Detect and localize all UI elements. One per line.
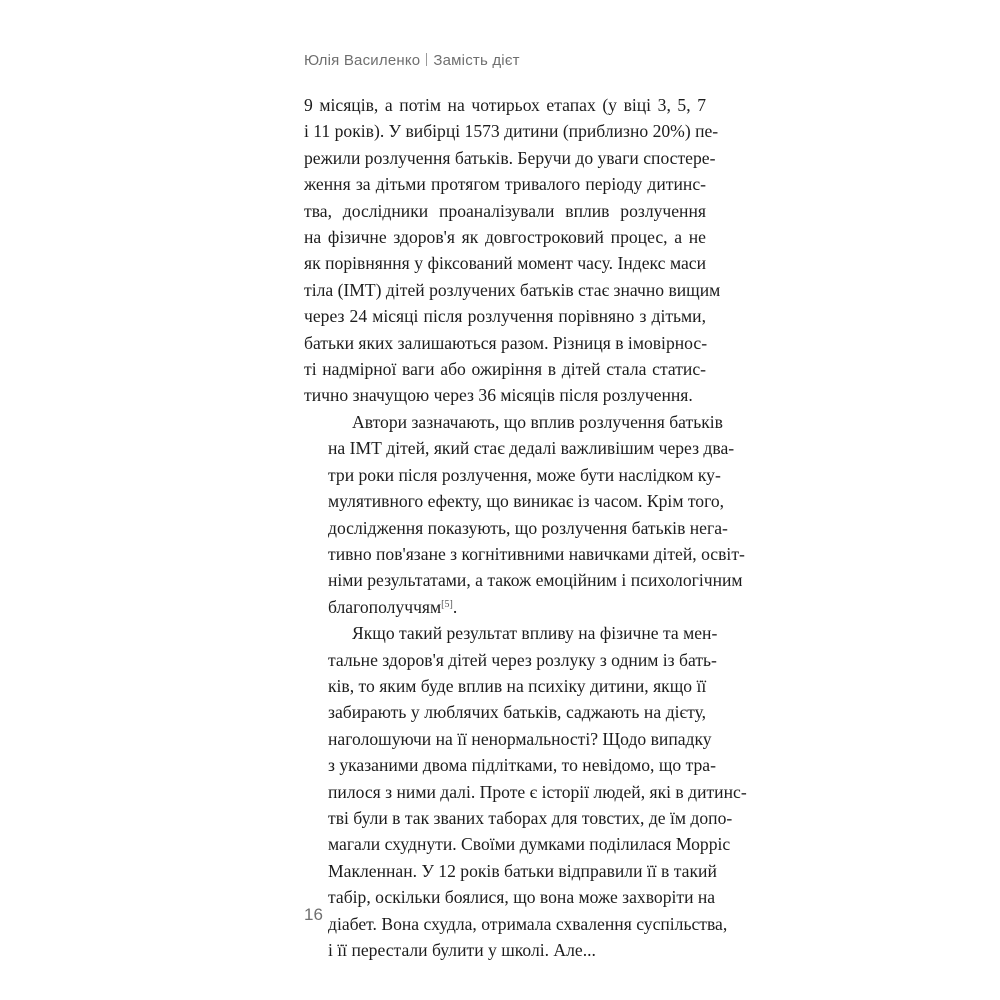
text-line: забирають у люблячих батьків, саджають на дієту, bbox=[328, 702, 706, 723]
text-line: через 24 місяці після розлучення порівняно з дітьми, bbox=[304, 306, 706, 327]
text-line: і 11 років). У вибірці 1573 дитини (приблизно 20%) пе- bbox=[304, 121, 719, 142]
text-line: тіла (ІМТ) дітей розлучених батьків стає значно вищим bbox=[304, 279, 721, 300]
text-line: ження за дітьми протягом тривалого періоду дитинс- bbox=[304, 174, 706, 195]
text-line: табір, оскільки боялися, що вона може захворіти на bbox=[328, 887, 716, 908]
text-line: дослідження показують, що розлучення батьків нега- bbox=[328, 517, 728, 538]
text-line: ків, то яким буде вплив на психіку дитини, якщо її bbox=[328, 675, 707, 696]
footnote-marker[interactable]: [5] bbox=[441, 598, 453, 610]
text-line: діабет. Вона схудла, отримала схвалення суспільства, bbox=[328, 913, 728, 934]
text-line: на фізичне здоров'я як довгостроковий процес, а не bbox=[304, 227, 706, 248]
text-line-content: благополуччям bbox=[328, 596, 442, 617]
text-line: тично значущою через 36 місяців після розлучення. bbox=[304, 385, 693, 406]
text-line: тва, дослідники проаналізували вплив розлучення bbox=[304, 200, 706, 221]
text-line: пилося з ними далі. Проте є історії людей, які в дитинс- bbox=[328, 781, 747, 802]
text-line: тивно пов'язане з когнітивними навичками дітей, освіт- bbox=[328, 543, 745, 564]
header-separator bbox=[426, 53, 427, 66]
text-line: з указаними двома підлітками, то невідомо, що тра- bbox=[328, 755, 716, 776]
paragraph-3 bbox=[304, 620, 747, 963]
text-line: Макленнан. У 12 років батьки відправили її в такий bbox=[328, 860, 717, 881]
author-name: Юлія Василенко bbox=[304, 52, 421, 69]
text-line: режили розлучення батьків. Беручи до уваги спостере- bbox=[304, 147, 716, 168]
text-line: 9 місяців, а потім на чотирьох етапах (у віці 3, 5, 7 bbox=[304, 95, 706, 115]
text-line: і її перестали булити у школі. Але... bbox=[328, 940, 596, 960]
text-line: тві були в так званих таборах для товстих, де їм допо- bbox=[328, 807, 733, 828]
page-number: 16 bbox=[304, 905, 323, 924]
text-line: батьки яких залишаються разом. Різниця в імовірнос- bbox=[304, 332, 708, 353]
text-line: мулятивного ефекту, що виникає із часом. Крім того, bbox=[328, 491, 725, 512]
text-line: як порівняння у фіксований момент часу. Індекс маси bbox=[304, 253, 706, 274]
text-line: ті надмірної ваги або ожиріння в дітей стала статис- bbox=[304, 359, 706, 380]
paragraph-2 bbox=[304, 409, 745, 620]
body-text bbox=[304, 92, 747, 963]
text-line: Якщо такий результат впливу на фізичне та мен- bbox=[352, 623, 718, 644]
text-line: благополуччям[5]. bbox=[328, 596, 458, 617]
text-line: Автори зазначають, що вплив розлучення батьків bbox=[352, 411, 723, 432]
book-title: Замість дієт bbox=[433, 52, 520, 69]
text-line: три роки після розлучення, може бути наслідком ку- bbox=[328, 464, 721, 485]
running-head bbox=[304, 52, 520, 69]
text-line: тальне здоров'я дітей через розлуку з одним із бать- bbox=[328, 649, 717, 670]
text-line: німи результатами, а також емоційним і психологічним bbox=[328, 570, 743, 591]
paragraph-1 bbox=[304, 92, 721, 409]
text-line: наголошуючи на її ненормальності? Щодо випадку bbox=[328, 728, 712, 749]
text-line: магали схуднути. Своїми думками поділилася Морріс bbox=[328, 834, 731, 855]
text-line: на ІМТ дітей, який стає дедалі важливішим через два- bbox=[328, 438, 735, 459]
